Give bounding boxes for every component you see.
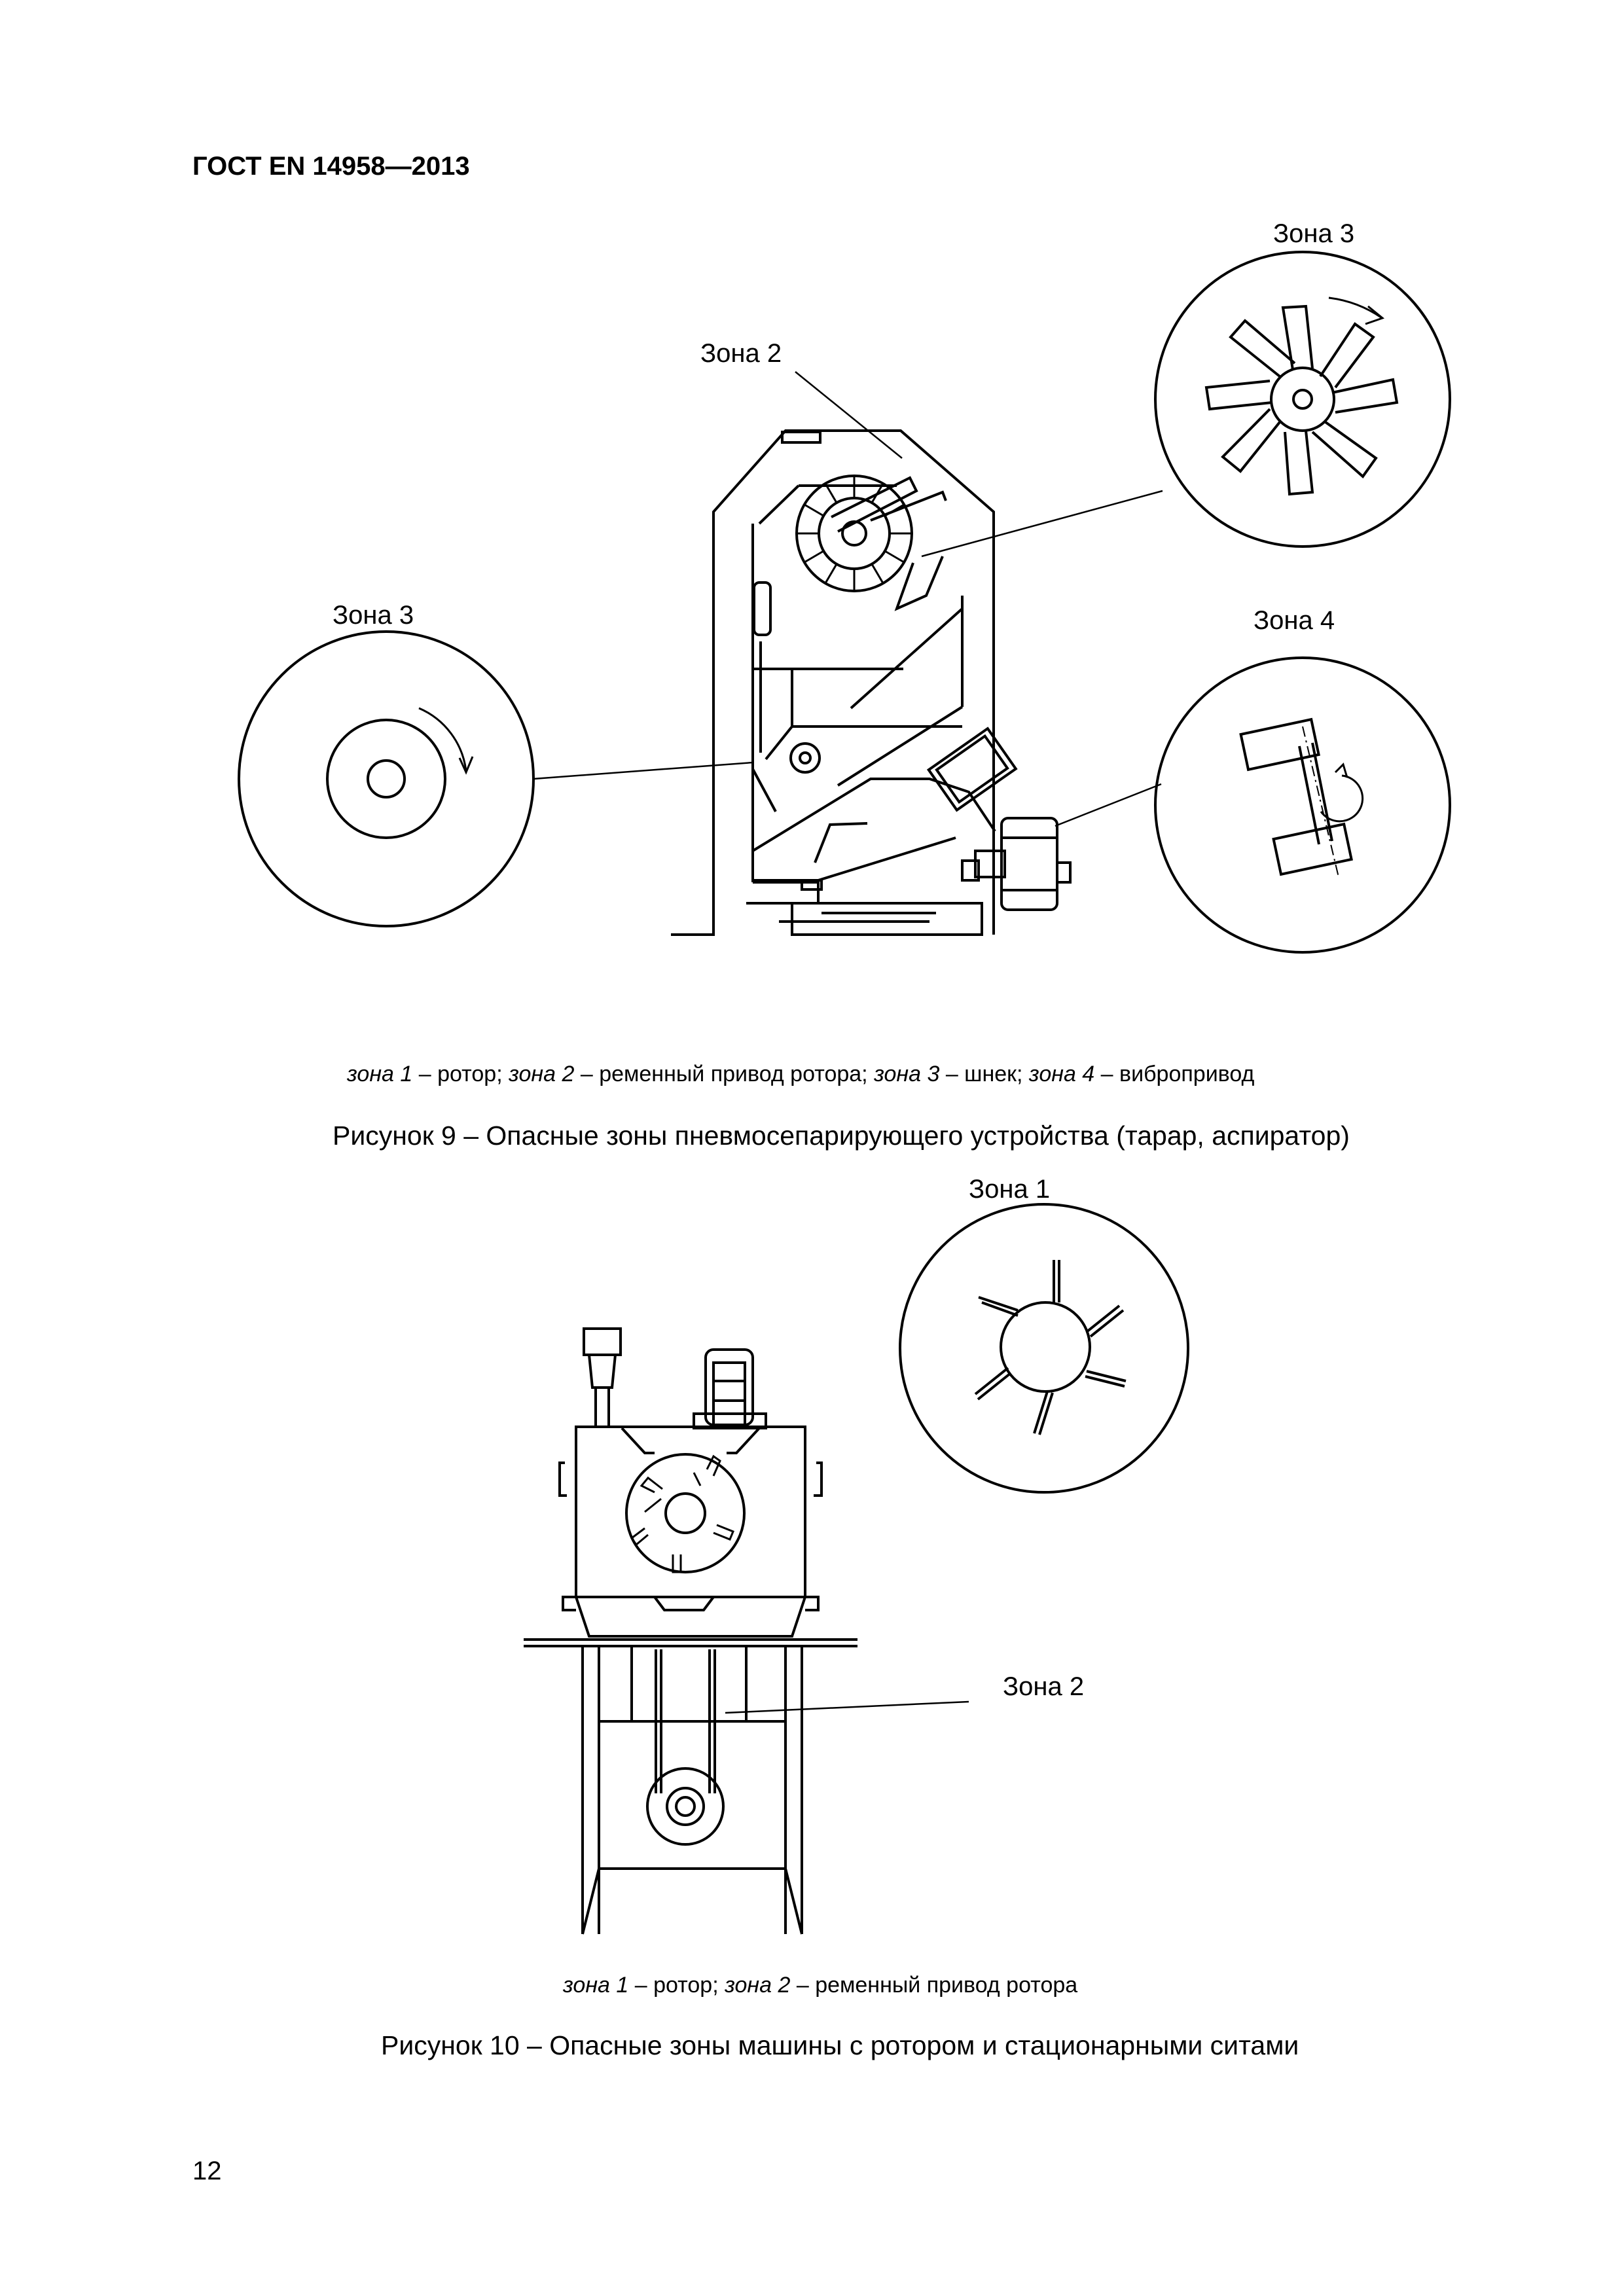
figure-10-zone1-rotor-detail [900,1204,1188,1492]
legend-desc: – вибропривод [1094,1062,1255,1086]
page-number: 12 [192,2157,222,2185]
legend-term: зона 2 [725,1973,791,1998]
fig10-zone2-label: Зона 2 [1003,1672,1085,1701]
fig10-legend [563,1973,1077,1998]
legend-term: зона 3 [874,1062,940,1086]
legend-desc: – шнек; [939,1062,1029,1086]
legend-desc: – ротор; [412,1062,509,1086]
legend-desc: – ротор; [628,1973,725,1998]
figure-10-rotor-blades [632,1456,733,1572]
legend-term: зона 4 [1028,1062,1095,1086]
fig9-zone4-label: Зона 4 [1254,606,1335,635]
legend-term: зона 1 [347,1062,413,1086]
figure-10-machine-body [524,1329,857,1934]
fig10-caption: Рисунок 10 – Опасные зоны машины с ротором и стационарными ситами [381,2030,1299,2060]
legend-desc: – ременный привод ротора [790,1973,1078,1998]
document-header: ГОСТ EN 14958—2013 [192,152,470,181]
fig9-zone3-left-label: Зона 3 [333,601,414,630]
figure-10-leader-lines [725,1702,969,1713]
fig9-zone2-label: Зона 2 [700,339,782,368]
fig10-zone1-label: Зона 1 [969,1175,1051,1204]
fig9-caption: Рисунок 9 – Опасные зоны пневмосепарирующего устройства (тарар, аспиратор) [333,1121,1350,1151]
legend-desc: – ременный привод ротора; [574,1062,875,1086]
legend-term: зона 1 [563,1973,629,1998]
legend-term: зона 2 [509,1062,575,1086]
fig9-zone3-top-label: Зона 3 [1273,219,1355,248]
